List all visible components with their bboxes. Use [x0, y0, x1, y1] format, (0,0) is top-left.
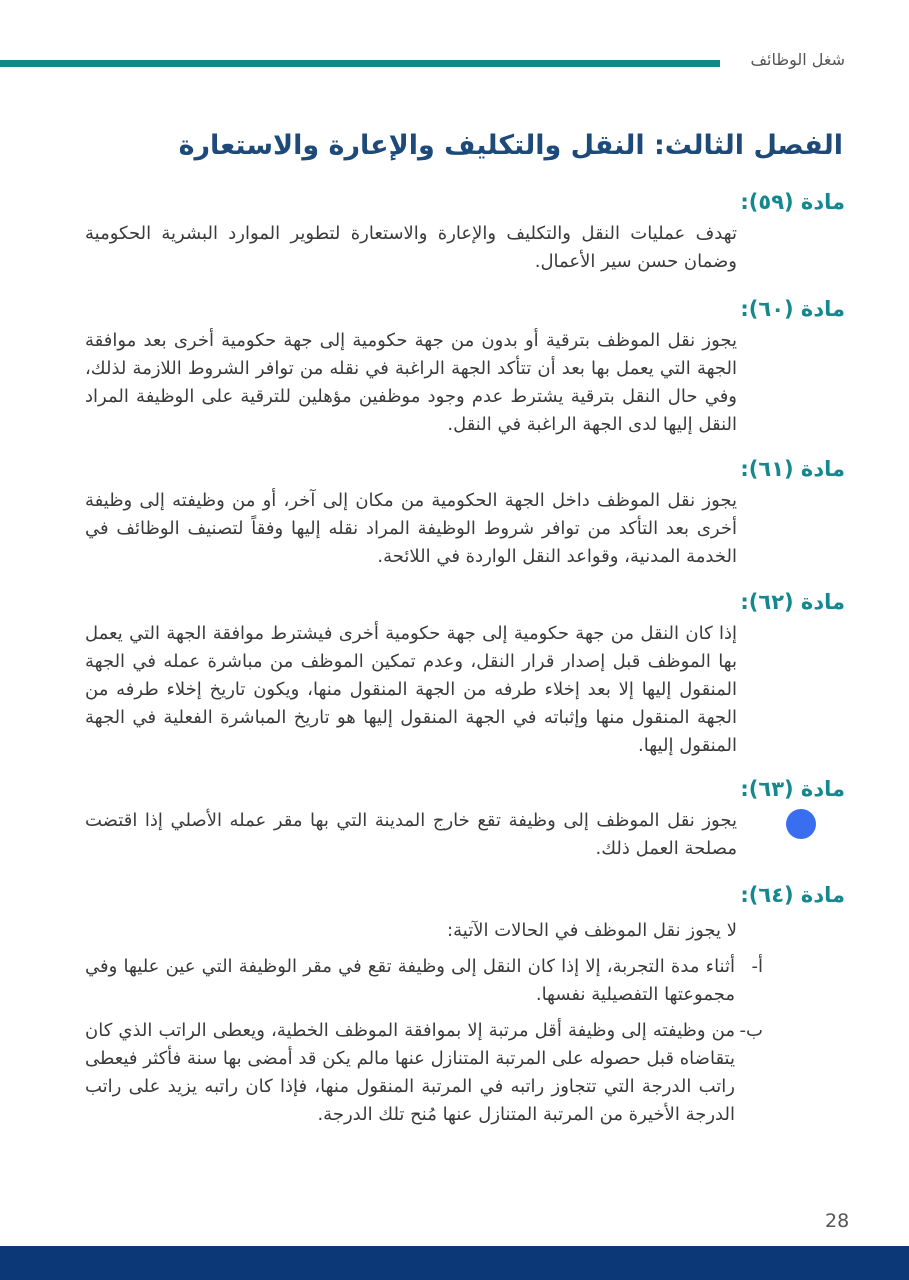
- blue-dot-marker[interactable]: [786, 809, 816, 839]
- page-number: 28: [825, 1210, 850, 1232]
- list-marker: ب-: [739, 1020, 763, 1041]
- article-61: [85, 457, 845, 571]
- article-heading: مادة (٦١):: [740, 457, 845, 481]
- article-heading: مادة (٦٠):: [740, 297, 845, 321]
- article-text: يجوز نقل الموظف بترقية أو بدون من جهة حكومية إلى جهة حكومية أخرى بعد موافقة الجهة التي يعمل بها بعد أن تتأكد الجهة الراغبة في نقله من توافر الشروط اللازمة لذلك، وفي حال النقل بترقية يشترط عدم وجود موظفين مؤهلين للترقية على الوظيفة المراد النقل إليها لدى الجهة الراغبة في النقل.: [85, 330, 737, 435]
- article-heading: مادة (٥٩):: [740, 190, 845, 214]
- list-item: [85, 953, 763, 1009]
- article-59: [85, 190, 845, 276]
- footer-bar: [0, 1246, 909, 1280]
- article-text: يجوز نقل الموظف إلى وظيفة تقع خارج المدينة التي بها مقر عمله الأصلي إذا اقتضت مصلحة العمل ذلك.: [85, 810, 737, 859]
- article-heading: مادة (٦٢):: [740, 590, 845, 614]
- article-text: يجوز نقل الموظف داخل الجهة الحكومية من مكان إلى آخر، أو من وظيفته إلى وظيفة أخرى بعد التأكد من توافر شروط الوظيفة المراد نقله إليها وفقاً لتصنيف الوظائف في الخدمة المدنية، وقواعد النقل الواردة في اللائحة.: [85, 490, 737, 567]
- article-text: تهدف عمليات النقل والتكليف والإعارة والاستعارة لتطوير الموارد البشرية الحكومية وضمان حسن سير الأعمال.: [85, 223, 737, 272]
- article-text: إذا كان النقل من جهة حكومية إلى جهة حكومية أخرى فيشترط موافقة الجهة التي يعمل بها الموظف قبل إصدار قرار النقل، وعدم تمكين الموظف من مباشرة عمله في الجهة المنقول إليها إلا بعد إخلاء طرفه من الجهة المنقول منها، ويكون تاريخ إخلاء طرفه من الجهة المنقول منها وإثباته في الجهة المنقول إليها هو تاريخ المباشرة الفعلية في الجهة المنقول إليها.: [85, 623, 737, 756]
- article-intro: لا يجوز نقل الموظف في الحالات الآتية:: [447, 920, 737, 941]
- list-item-text: أثناء مدة التجربة، إلا إذا كان النقل إلى وظيفة تقع في مقر الوظيفة التي عين عليها وفي مجموعتها التفصيلية نفسها.: [85, 956, 735, 1005]
- article-heading: مادة (٦٤):: [740, 883, 845, 907]
- article-63: [85, 777, 845, 863]
- article-64: [85, 883, 845, 1129]
- article-60: [85, 297, 845, 439]
- header-rule: [0, 60, 720, 67]
- article-62: [85, 590, 845, 760]
- article-heading: مادة (٦٣):: [740, 777, 845, 801]
- chapter-title: الفصل الثالث: النقل والتكليف والإعارة والاستعارة: [178, 130, 843, 161]
- list-item: [85, 1017, 763, 1129]
- list-marker: أ-: [751, 956, 763, 977]
- list-item-text: من وظيفته إلى وظيفة أقل مرتبة إلا بموافقة الموظف الخطية، ويعطى الراتب الذي كان يتقاضاه قبل حصوله على المرتبة المتنازل عنها مالم يكن قد أمضى بها سنة فأكثر فيعطى راتب الدرجة التي تتجاوز راتبه في المرتبة المنقول منها، فإذا كان راتبه يزيد على راتب الدرجة الأخيرة من المرتبة المتنازل عنها مُنح تلك الدرجة.: [85, 1020, 735, 1125]
- running-header: شغل الوظائف: [750, 50, 845, 69]
